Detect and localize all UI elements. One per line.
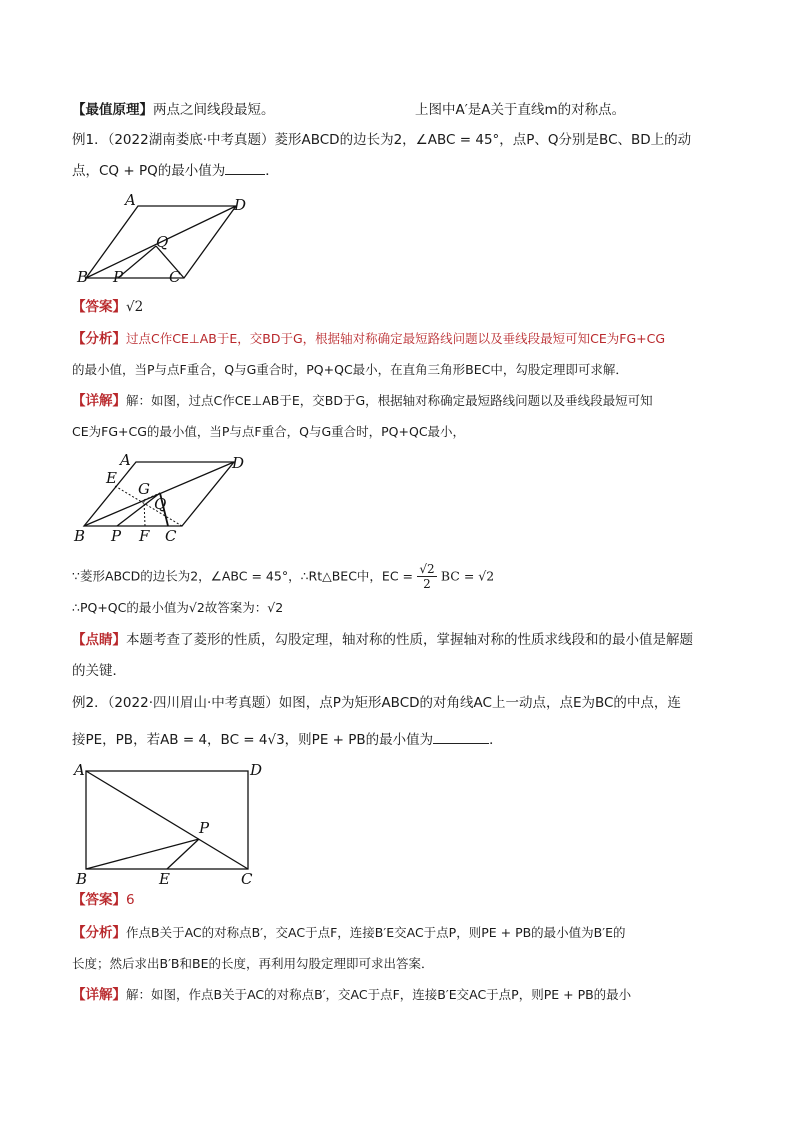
- ex2-line-2: [72, 729, 722, 750]
- ex2-answer-blank: [433, 729, 489, 744]
- rhombus-figure-1: [72, 190, 262, 290]
- ex2-answer-line: [72, 890, 722, 910]
- fig3-label-e: E: [159, 870, 170, 888]
- ex2-label: 例2．: [72, 695, 108, 711]
- ex2-line-1: [72, 693, 722, 713]
- ex1-detail-line-2: [72, 422, 722, 442]
- fig2-label-c: C: [165, 527, 177, 545]
- ex2-analysis-line-2: [72, 954, 722, 974]
- fig1-label-q: Q: [156, 233, 169, 251]
- fig1-label-p: P: [113, 268, 124, 286]
- ex1-analysis-line-1: [72, 329, 722, 349]
- ex1-calc-line-1: [72, 562, 722, 591]
- fig2-label-b: B: [74, 527, 86, 545]
- ex2-text-b-end: ．: [489, 732, 503, 748]
- fig2-label-d: D: [232, 454, 245, 472]
- ex2-detail-line-1: [72, 985, 722, 1005]
- fig1-label-b: B: [77, 268, 89, 286]
- diagonal-ac: [86, 771, 248, 869]
- ex1-comment-1: 本题考查了菱形的性质，勾股定理，轴对称的性质，掌握轴对称的性质求线段和的最小值是解题: [126, 632, 693, 648]
- fig3-label-a: A: [74, 761, 85, 779]
- ex1-answer-line: [72, 297, 722, 317]
- fig1-label-c: C: [169, 268, 181, 286]
- principle-line: [72, 100, 722, 120]
- ex1-calc-line-2: [72, 598, 722, 618]
- fig2-label-e: E: [106, 469, 117, 487]
- ex2-analysis-2: 长度；然后求出B′B和BE的长度，再利用勾股定理即可求出答案．: [72, 956, 434, 971]
- fig1-label-a: A: [125, 191, 136, 209]
- ex1-detail-line-1: [72, 391, 722, 411]
- ex1-comment-2: 的关键．: [72, 663, 126, 679]
- calc-fraction-den: 2: [423, 577, 431, 591]
- ex1-analysis-1: 过点C作CE⊥AB于E，交BD于G，根据轴对称确定最短路线问题以及垂线段最短可知CE为FG+CG: [126, 331, 666, 346]
- rhombus-figure-2: [72, 450, 262, 550]
- fig2-label-g: G: [138, 480, 150, 498]
- fig3-label-p: P: [199, 819, 210, 837]
- fig3-label-b: B: [76, 870, 88, 888]
- principle-right-text: 上图中A′是A关于直线m的对称点。: [415, 102, 626, 118]
- ex1-comment-line-1: [72, 630, 722, 650]
- fig2-label-q: Q: [154, 495, 167, 513]
- ex1-analysis-line-2: [72, 360, 722, 380]
- principle-text: 两点之间线段最短。: [153, 102, 275, 118]
- ex2-answer-tag: 【答案】: [72, 892, 126, 908]
- ex1-text-b: 点，CQ + PQ的最小值为: [72, 163, 226, 179]
- ex2-detail-1: 解：如图，作点B关于AC的对称点B′，交AC于点F，连接B′E交AC于点P，则PE + PB的最小: [126, 987, 632, 1002]
- ex1-line-1: [72, 130, 722, 150]
- ex1-text-a: 菱形ABCD的边长为2，∠ABC = 45°，点P、Q分别是BC、BD上的动: [274, 132, 692, 148]
- calc-fraction-num: √2: [419, 562, 435, 576]
- ex1-label: 例1．: [72, 132, 108, 148]
- ex1-comment-line-2: [72, 661, 722, 681]
- ex2-text-b: 接PE，PB，若AB = 4，BC = 4√3，则PE + PB的最小值为: [72, 732, 434, 748]
- ex1-calc-2: ∴PQ+QC的最小值为√2故答案为：√2: [72, 600, 284, 615]
- ex1-detail-tag: 【详解】: [72, 393, 126, 409]
- ex1-calc-1-end: BC = √2: [440, 568, 495, 584]
- segment-pq: [118, 246, 156, 278]
- fig3-label-c: C: [241, 870, 253, 888]
- rectangle-figure: [72, 757, 272, 889]
- ex1-analysis-2: 的最小值，当P与点F重合，Q与G重合时，PQ+QC最小，在直角三角形BEC中，勾股定理即可求解．: [72, 362, 628, 377]
- calc-fraction: [417, 562, 436, 591]
- ex1-comment-tag: 【点睛】: [72, 632, 126, 648]
- ex2-analysis-line-1: [72, 923, 722, 943]
- fig3-label-d: D: [250, 761, 263, 779]
- ex1-answer-tag: 【答案】: [72, 299, 126, 315]
- ex2-analysis-1: 作点B关于AC的对称点B′，交AC于点F，连接B′E交AC于点P，则PE + PB的最小值为B′E的: [126, 925, 626, 940]
- ex2-detail-tag: 【详解】: [72, 987, 126, 1003]
- principle-tag: 【最值原理】: [72, 102, 153, 118]
- ex1-answer: √2: [126, 299, 144, 315]
- ex2-source: （2022·四川眉山·中考真题）: [107, 695, 279, 711]
- ex2-text-a: 如图，点P为矩形ABCD的对角线AC上一动点，点E为BC的中点，连: [278, 695, 681, 711]
- ex1-line-2: [72, 160, 722, 181]
- ex2-answer: 6: [126, 892, 135, 908]
- ex2-analysis-tag: 【分析】: [72, 925, 126, 941]
- ex1-detail-2: CE为FG+CG的最小值，当P与点F重合，Q与G重合时，PQ+QC最小，: [72, 424, 466, 439]
- ex1-analysis-tag: 【分析】: [72, 331, 126, 347]
- ex1-calc-1: ∵菱形ABCD的边长为2，∠ABC = 45°，∴Rt△BEC中，EC =: [72, 568, 414, 584]
- ex1-detail-1: 解：如图，过点C作CE⊥AB于E，交BD于G，根据轴对称确定最短路线问题以及垂线段最短可知: [126, 393, 653, 408]
- fig2-label-f: F: [139, 527, 150, 545]
- ex1-text-b-end: ．: [265, 163, 279, 179]
- fig2-label-p: P: [111, 527, 122, 545]
- fig1-label-d: D: [234, 196, 247, 214]
- ex1-source: （2022湖南娄底·中考真题）: [107, 132, 275, 148]
- ex1-answer-blank: [225, 160, 265, 175]
- fig2-label-a: A: [120, 451, 131, 469]
